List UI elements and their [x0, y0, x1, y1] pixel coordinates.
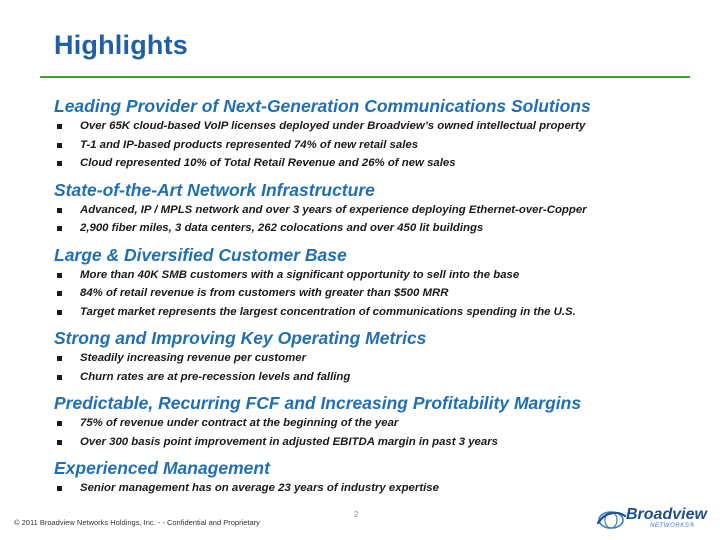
bullet-list	[54, 266, 694, 322]
bullet-list	[54, 117, 694, 173]
section-leading-provider	[54, 96, 694, 173]
slide-title: Highlights	[54, 30, 188, 60]
bullet-text: Steadily increasing revenue per customer	[80, 352, 307, 364]
bullet-text: Over 300 basis point improvement in adjusted EBITDA margin in past 3 years	[80, 435, 498, 448]
bullet-text: Advanced, IP / MPLS network and over 3 years of experience deploying Ethernet-over-Copper	[80, 203, 587, 216]
bullet-item	[54, 303, 694, 322]
section-heading: Experienced Management	[54, 458, 270, 478]
bullet-text: Churn rates are at pre-recession levels and falling	[80, 370, 351, 383]
broadview-logo	[596, 506, 708, 532]
square-bullet-icon	[57, 161, 62, 166]
square-bullet-icon	[57, 226, 62, 231]
square-bullet-icon	[57, 310, 62, 315]
section-heading: Leading Provider of Next-Generation Communications Solutions	[54, 96, 591, 116]
bullet-text: More than 40K SMB customers with a significant opportunity to sell into the base	[80, 268, 520, 281]
bullet-item	[54, 266, 694, 285]
square-bullet-icon	[57, 291, 62, 296]
bullet-item	[54, 479, 694, 498]
square-bullet-icon	[57, 356, 62, 361]
bullet-item	[54, 136, 694, 155]
bullet-text: Cloud represented 10% of Total Retail Revenue and 26% of new sales	[80, 157, 456, 169]
section-heading: State-of-the-Art Network Infrastructure	[54, 179, 375, 200]
section-customer-base	[54, 245, 694, 322]
section-network-infrastructure	[54, 180, 694, 238]
bullet-item	[54, 433, 694, 452]
bullet-item	[54, 219, 694, 238]
bullet-text: T-1 and IP-based products represented 74% of new retail sales	[80, 138, 419, 151]
bullet-item	[54, 117, 694, 136]
section-operating-metrics	[54, 328, 694, 386]
bullet-text: 84% of retail revenue is from customers with greater than $500 MRR	[80, 287, 449, 299]
section-heading: Strong and Improving Key Operating Metrics	[54, 328, 427, 348]
bullet-item	[54, 201, 694, 220]
square-bullet-icon	[57, 143, 62, 148]
logo-subtitle: NETWORKS®	[650, 523, 695, 529]
page-number: 2	[354, 510, 359, 519]
bullet-item	[54, 284, 694, 303]
section-heading: Predictable, Recurring FCF and Increasing Profitability Margins	[54, 393, 582, 413]
highlights-content	[54, 96, 694, 498]
bullet-item	[54, 414, 694, 433]
bullet-text: Senior management has on average 23 years of industry expertise	[80, 482, 439, 494]
bullet-list	[54, 349, 694, 386]
bullet-item	[54, 154, 694, 173]
square-bullet-icon	[57, 124, 62, 129]
title-divider	[40, 76, 690, 78]
bullet-item	[54, 349, 694, 368]
bullet-text: Target market represents the largest concentration of communications spending in the U.S.	[80, 305, 576, 318]
bullet-text: 2,900 fiber miles, 3 data centers, 262 colocations and over 450 lit buildings	[80, 222, 484, 234]
section-fcf-margins	[54, 393, 694, 451]
section-heading: Large & Diversified Customer Base	[54, 244, 347, 265]
square-bullet-icon	[57, 421, 62, 426]
square-bullet-icon	[57, 375, 62, 380]
section-management	[54, 458, 694, 498]
bullet-list	[54, 479, 694, 498]
copyright-footer: © 2011 Broadview Networks Holdings, Inc. - - Confidential and Proprietary	[14, 518, 260, 527]
globe-swoosh-icon	[596, 508, 626, 530]
bullet-list	[54, 201, 694, 238]
square-bullet-icon	[57, 440, 62, 445]
bullet-item	[54, 368, 694, 387]
bullet-text: 75% of revenue under contract at the beginning of the year	[80, 417, 399, 429]
square-bullet-icon	[57, 273, 62, 278]
bullet-list	[54, 414, 694, 451]
bullet-text: Over 65K cloud-based VoIP licenses deployed under Broadview’s owned intellectual property	[80, 120, 586, 132]
square-bullet-icon	[57, 486, 62, 491]
logo-wordmark: Broadview	[626, 506, 707, 523]
square-bullet-icon	[57, 208, 62, 213]
